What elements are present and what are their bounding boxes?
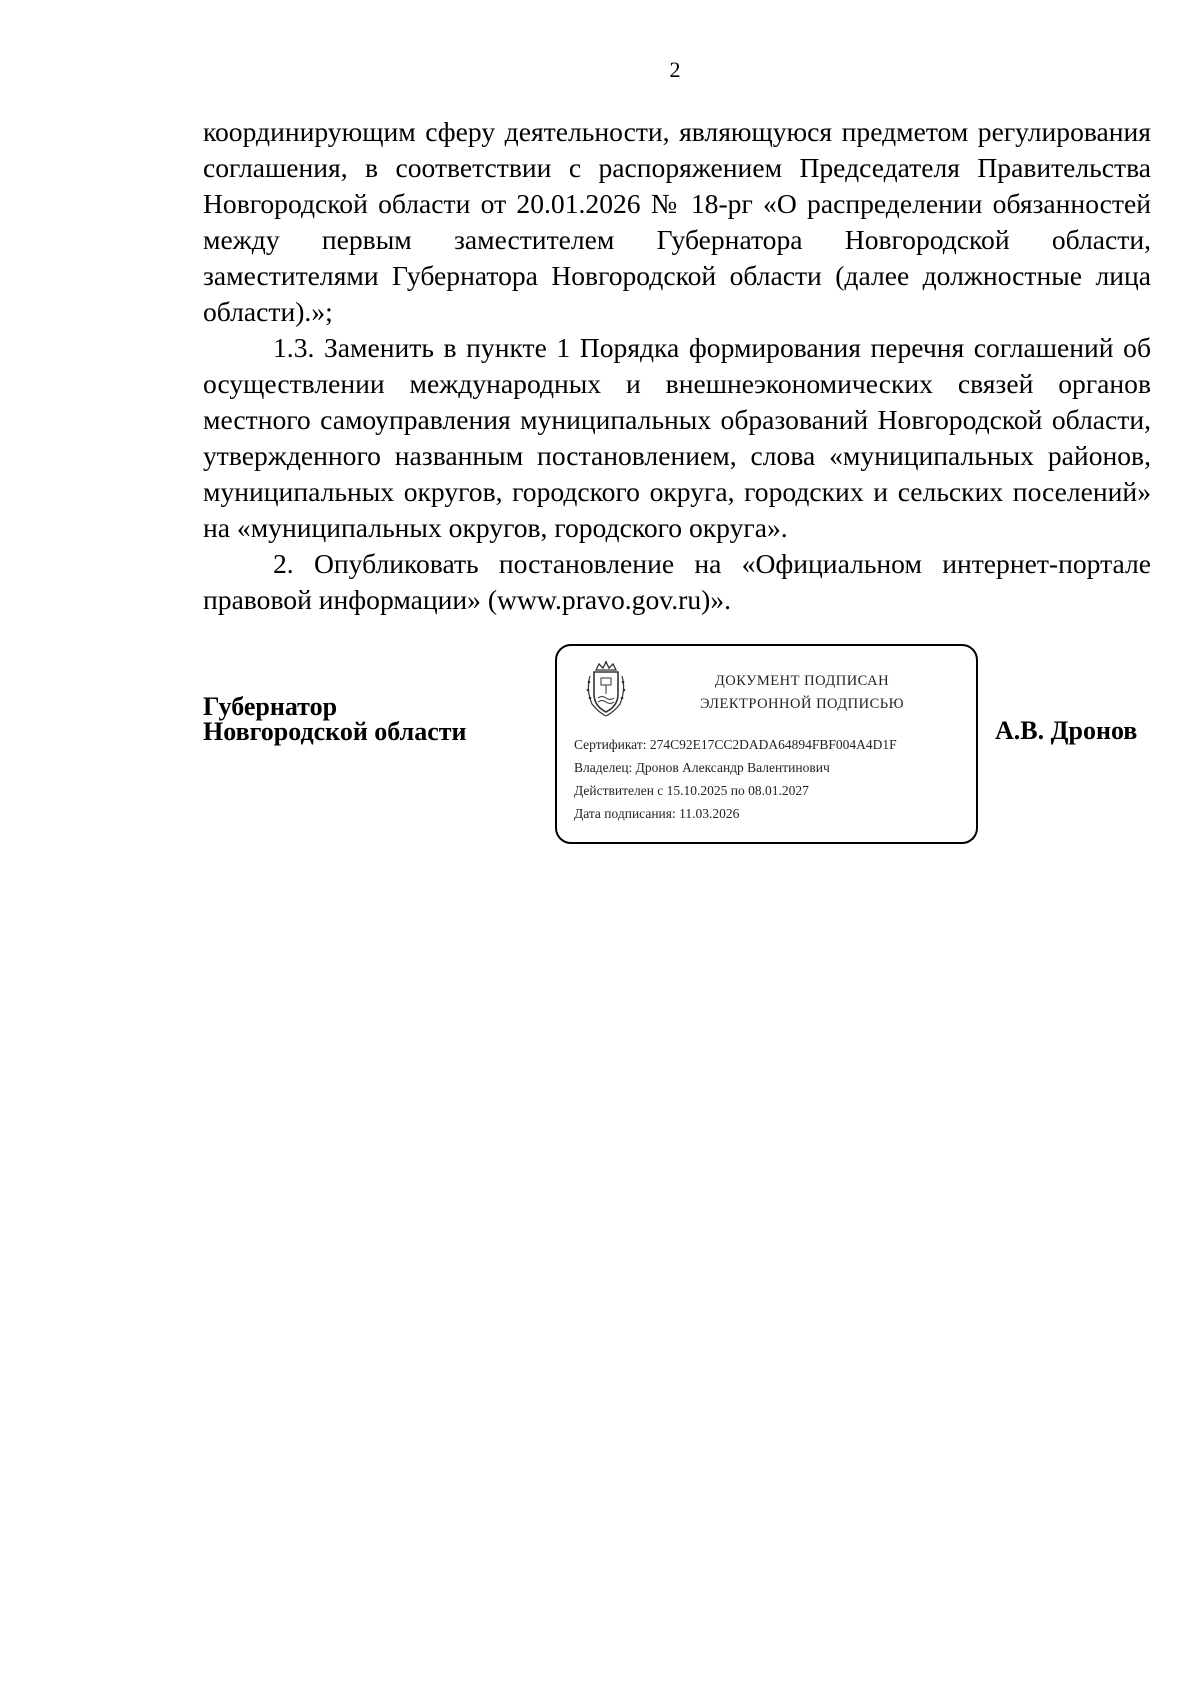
stamp-details bbox=[574, 733, 897, 825]
signer-name: А.В. Дронов bbox=[995, 716, 1138, 745]
signer-title-line1: Губернатор bbox=[203, 692, 338, 721]
stamp-heading-line2: ЭЛЕКТРОННОЙ ПОДПИСЬЮ bbox=[699, 696, 905, 712]
page-number: 2 bbox=[669, 57, 681, 82]
certificate-owner: Владелец: Дронов Александр Валентинович bbox=[574, 760, 830, 775]
certificate-validity: Действителен с 15.10.2025 по 08.01.2027 bbox=[574, 783, 809, 798]
electronic-signature-stamp bbox=[555, 644, 978, 844]
certificate-number: Сертификат: 274C92E17CC2DADA64894FBF004A4D1F bbox=[574, 737, 897, 752]
signer-title-line2: Новгородской области bbox=[203, 717, 467, 746]
stamp-heading bbox=[647, 670, 957, 716]
paragraph-item-2: 2. Опубликовать постановление на «Официальном интернет-портале правовой информации» (www.pravo.gov.ru)». bbox=[203, 548, 1151, 615]
paragraph-continuation: координирующим сферу деятельности, являющуюся предметом регулирования соглашения, в соответствии с распоряжением Председателя Правительства Новгородской области от 20.01.2026 № 18-рг «О распределении обязанностей между первым заместителем Губернатора Новгородской области, заместителями Губернатора Новгородской области (далее должностные лица области).»; bbox=[203, 116, 1151, 327]
stamp-heading-line1: ДОКУМЕНТ ПОДПИСАН bbox=[714, 673, 890, 689]
signing-date: Дата подписания: 11.03.2026 bbox=[574, 806, 740, 821]
document-body bbox=[203, 114, 1151, 618]
coat-of-arms-icon bbox=[584, 660, 628, 718]
paragraph-item-1-3: 1.3. Заменить в пункте 1 Порядка формирования перечня соглашений об осуществлении международных и внешнеэкономических связей органов местного самоуправления муниципальных образований Новгородской области, утвержденного названным постановлением, слова «муниципальных районов, муниципальных округов, городского округа, городских и сельских поселений» на «муниципальных округов, городского округа». bbox=[203, 332, 1151, 543]
signer-title bbox=[203, 694, 467, 744]
